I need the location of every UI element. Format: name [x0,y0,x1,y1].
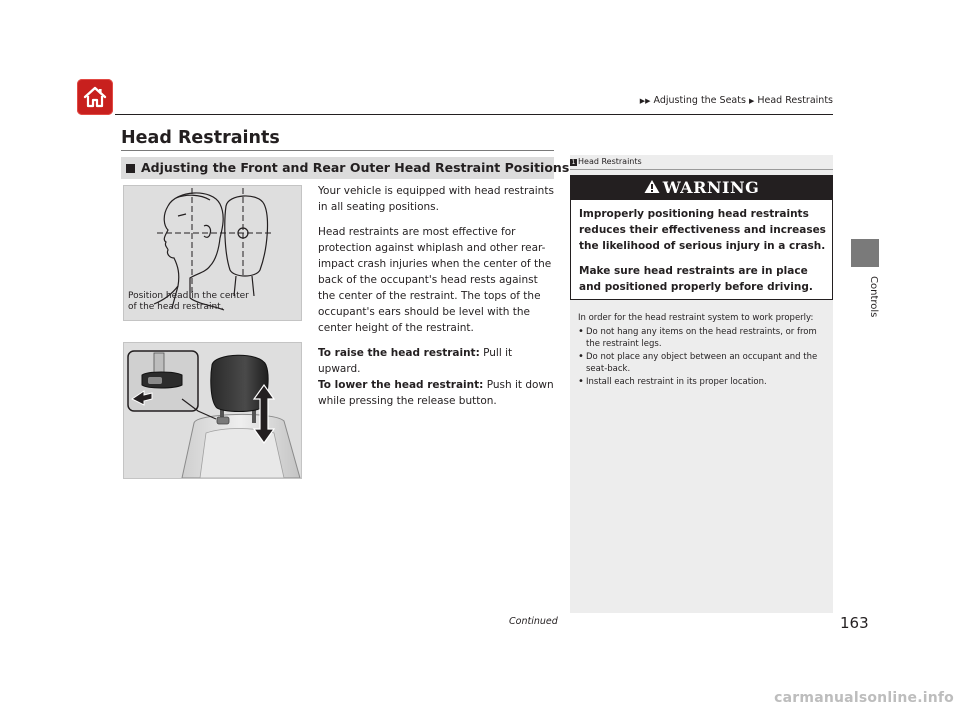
reference-number-icon: 1 [571,159,576,166]
figure-caption-line: of the head restraint. [128,302,224,312]
watermark: carmanualsonline.info [774,690,954,706]
restraint-adjust-illustration [124,343,301,478]
lower-label: To lower the head restraint: [318,379,484,391]
figure-caption-line: Position head in the center [128,291,249,301]
figure-adjust-restraint [123,342,302,479]
side-panel-rule [570,169,833,170]
raise-text: Pull it upward. [318,347,513,375]
warning-triangle-icon [644,179,660,194]
warning-paragraph: Make sure head restraints are in place and positioned properly before driving. [579,265,813,293]
side-panel-heading [570,155,833,169]
breadcrumb-arrow-icon: ▶ [748,97,755,105]
figure-caption [128,291,249,313]
body-paragraph: Your vehicle is equipped with head restraints in all seating positions. [318,185,554,213]
breadcrumb-item[interactable]: Adjusting the Seats [653,95,746,106]
chapter-tab[interactable] [851,239,879,267]
lower-text: Push it down while pressing the release button. [318,379,554,407]
lower-instruction [318,377,554,409]
breadcrumb [640,95,833,106]
breadcrumb-item[interactable]: Head Restraints [757,95,833,106]
chapter-tab-label[interactable]: Controls [868,276,879,318]
list-item: • Do not place any object between an occupant and the seat-back. [578,351,828,375]
header-rule [115,114,833,115]
side-panel-bullets [578,326,828,388]
list-item: • Do not hang any items on the head restraints, or from the restraint legs. [578,326,828,350]
section-square-icon [126,164,135,173]
page-title: Head Restraints [121,128,280,148]
warning-title-bar [571,176,832,200]
home-icon [82,84,108,110]
warning-title: WARNING [662,178,760,197]
side-panel-heading-text: Head Restraints [578,157,642,166]
body-text [318,183,554,409]
body-paragraph: Head restraints are most effective for protection against whiplash and other rear-impact crash injuries when the center of the back of the occupant's head rests against the center of the restraint. The tops of the occupant's ears should be level with the center height of the restraint. [318,226,552,334]
page-number: 163 [840,614,869,632]
list-item: • Install each restraint in its proper location. [578,376,828,388]
section-heading-text: Adjusting the Front and Rear Outer Head Restraint Positions [141,160,570,175]
side-panel-body [578,312,828,389]
warning-text [579,206,829,304]
continued-label: Continued [509,616,558,627]
raise-instruction [318,345,554,377]
home-button[interactable] [77,79,113,115]
title-rule [121,150,554,151]
side-panel-intro: In order for the head restraint system to work properly: [578,313,814,323]
warning-box [570,175,833,300]
breadcrumb-arrow-icon: ▶▶ [639,97,651,105]
section-heading [121,157,570,179]
warning-paragraph: Improperly positioning head restraints reduces their effectiveness and increases the likelihood of serious injury in a crash. [579,208,826,252]
raise-label: To raise the head restraint: [318,347,480,359]
